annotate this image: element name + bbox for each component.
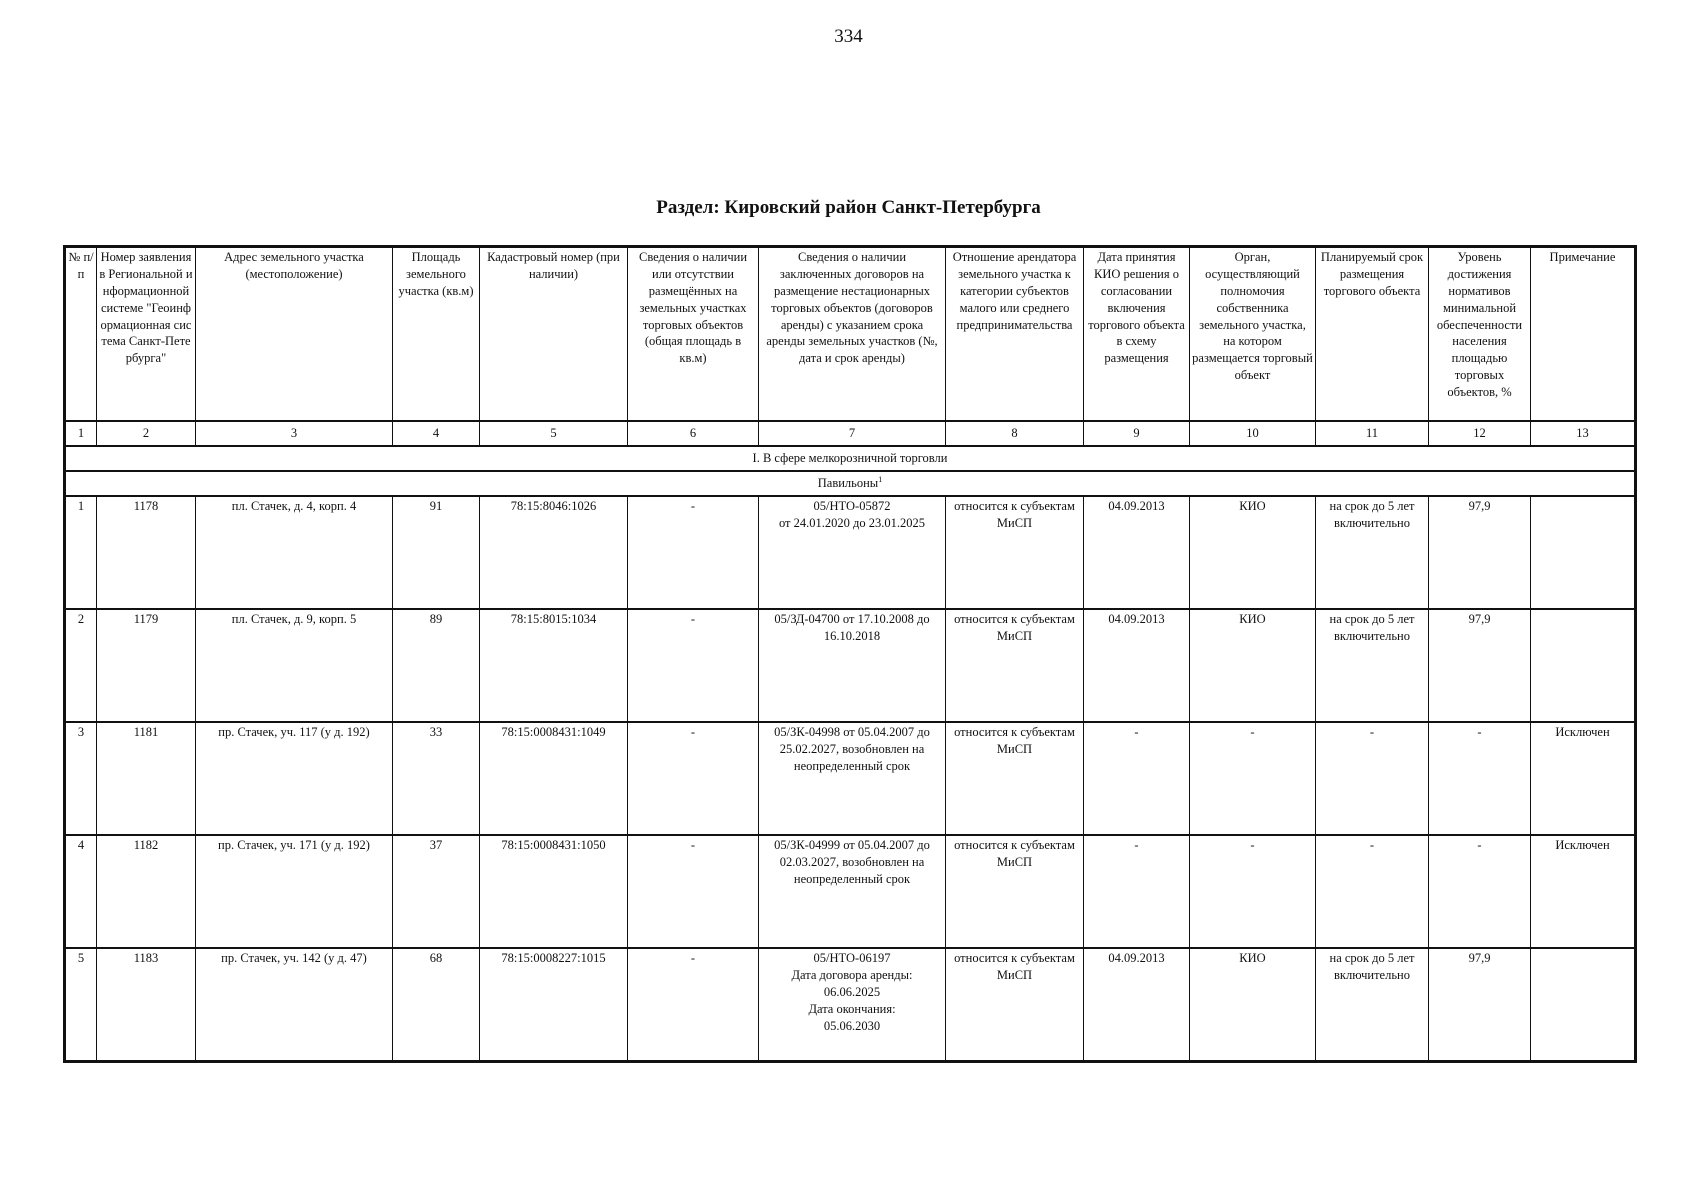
table-row — [65, 948, 1636, 1062]
group-row — [65, 471, 1636, 496]
note — [1531, 948, 1636, 1062]
sme-status: относится к субъектам МиСП — [946, 948, 1084, 1062]
header-cell: Примечание — [1531, 247, 1636, 422]
contract-info: 05/НТО-05872 от 24.01.2020 до 23.01.2025 — [759, 496, 946, 609]
header-cell: Кадастровый номер (при наличии) — [480, 247, 628, 422]
column-number: 13 — [1531, 421, 1636, 446]
row-number: 1 — [65, 496, 97, 609]
group-footnote-mark: 1 — [878, 474, 883, 484]
row-number: 2 — [65, 609, 97, 722]
cadastral-number: 78:15:0008227:1015 — [480, 948, 628, 1062]
table-row — [65, 835, 1636, 948]
decision-date: 04.09.2013 — [1084, 948, 1190, 1062]
placement-term: на срок до 5 лет включительно — [1316, 948, 1429, 1062]
application-number: 1183 — [97, 948, 196, 1062]
address: пл. Стачек, д. 4, корп. 4 — [196, 496, 393, 609]
decision-date: - — [1084, 722, 1190, 835]
contract-info: 05/ЗД-04700 от 17.10.2008 до 16.10.2018 — [759, 609, 946, 722]
subsection-title: I. В сфере мелкорозничной торговли — [65, 446, 1636, 471]
sme-status: относится к субъектам МиСП — [946, 609, 1084, 722]
group-label: Павильоны — [817, 476, 879, 491]
contract-info: 05/НТО-06197 Дата договора аренды: 06.06.2025 Дата окончания: 05.06.2030 — [759, 948, 946, 1062]
kirovsky-district-table — [63, 245, 1637, 1063]
header-cell: Номер заявления в Региональной информационной системе "Геоинформационная система Санкт-Петербурга" — [97, 247, 196, 422]
authority: - — [1190, 722, 1316, 835]
column-number: 9 — [1084, 421, 1190, 446]
application-number: 1181 — [97, 722, 196, 835]
application-number: 1178 — [97, 496, 196, 609]
decision-date: 04.09.2013 — [1084, 496, 1190, 609]
provision-level: 97,9 — [1429, 948, 1531, 1062]
subsection-row — [65, 446, 1636, 471]
provision-level: - — [1429, 835, 1531, 948]
provision-level: 97,9 — [1429, 496, 1531, 609]
column-number: 2 — [97, 421, 196, 446]
header-cell: Дата принятия КИО решения о согласовании включения торгового объекта в схему размещения — [1084, 247, 1190, 422]
header-cell: Уровень достижения нормативов минимальной обеспеченности населения площадью торговых объектов, % — [1429, 247, 1531, 422]
header-cell: Сведения о наличии или отсутствии размещённых на земельных участках торговых объектов (общая площадь в кв.м) — [628, 247, 759, 422]
land-area: 37 — [393, 835, 480, 948]
column-number-row — [65, 421, 1636, 446]
table-row — [65, 496, 1636, 609]
note: Исключен — [1531, 835, 1636, 948]
column-number: 5 — [480, 421, 628, 446]
authority: КИО — [1190, 948, 1316, 1062]
objects-info: - — [628, 496, 759, 609]
sme-status: относится к субъектам МиСП — [946, 496, 1084, 609]
header-cell: Площадь земельного участка (кв.м) — [393, 247, 480, 422]
address: пр. Стачек, уч. 142 (у д. 47) — [196, 948, 393, 1062]
row-number: 3 — [65, 722, 97, 835]
sme-status: относится к субъектам МиСП — [946, 835, 1084, 948]
column-number: 11 — [1316, 421, 1429, 446]
group-title — [65, 471, 1636, 496]
provision-level: - — [1429, 722, 1531, 835]
placement-term: на срок до 5 лет включительно — [1316, 609, 1429, 722]
column-number: 6 — [628, 421, 759, 446]
page-number: 334 — [834, 26, 863, 47]
cadastral-number: 78:15:0008431:1050 — [480, 835, 628, 948]
application-number: 1179 — [97, 609, 196, 722]
land-area: 68 — [393, 948, 480, 1062]
objects-info: - — [628, 722, 759, 835]
placement-term: на срок до 5 лет включительно — [1316, 496, 1429, 609]
authority: КИО — [1190, 496, 1316, 609]
cadastral-number: 78:15:8015:1034 — [480, 609, 628, 722]
address: пл. Стачек, д. 9, корп. 5 — [196, 609, 393, 722]
header-cell: Сведения о наличии заключенных договоров на размещение нестационарных торговых объектов (договоров аренды) с указанием срока аренды земельных участков (№, дата и срок аренды) — [759, 247, 946, 422]
column-number: 3 — [196, 421, 393, 446]
table-row — [65, 722, 1636, 835]
column-number: 8 — [946, 421, 1084, 446]
section-title: Раздел: Кировский район Санкт-Петербурга — [656, 197, 1041, 218]
note: Исключен — [1531, 722, 1636, 835]
decision-date: 04.09.2013 — [1084, 609, 1190, 722]
header-row — [65, 247, 1636, 422]
authority: КИО — [1190, 609, 1316, 722]
cadastral-number: 78:15:8046:1026 — [480, 496, 628, 609]
header-cell: Орган, осуществляющий полномочия собственника земельного участка, на котором размещается торговый объект — [1190, 247, 1316, 422]
row-number: 4 — [65, 835, 97, 948]
note — [1531, 609, 1636, 722]
address: пр. Стачек, уч. 171 (у д. 192) — [196, 835, 393, 948]
column-number: 10 — [1190, 421, 1316, 446]
column-number: 12 — [1429, 421, 1531, 446]
header-cell: Отношение арендатора земельного участка к категории субъектов малого или среднего предпринимательства — [946, 247, 1084, 422]
sme-status: относится к субъектам МиСП — [946, 722, 1084, 835]
provision-level: 97,9 — [1429, 609, 1531, 722]
header-cell: Адрес земельного участка (местоположение) — [196, 247, 393, 422]
header-cell: Планируемый срок размещения торгового объекта — [1316, 247, 1429, 422]
column-number: 4 — [393, 421, 480, 446]
land-area: 33 — [393, 722, 480, 835]
land-area: 91 — [393, 496, 480, 609]
address: пр. Стачек, уч. 117 (у д. 192) — [196, 722, 393, 835]
application-number: 1182 — [97, 835, 196, 948]
decision-date: - — [1084, 835, 1190, 948]
row-number: 5 — [65, 948, 97, 1062]
placement-term: - — [1316, 722, 1429, 835]
column-number: 1 — [65, 421, 97, 446]
objects-info: - — [628, 948, 759, 1062]
placement-term: - — [1316, 835, 1429, 948]
contract-info: 05/ЗК-04999 от 05.04.2007 до 02.03.2027, возобновлен на неопределенный срок — [759, 835, 946, 948]
objects-info: - — [628, 609, 759, 722]
header-cell: № п/п — [65, 247, 97, 422]
cadastral-number: 78:15:0008431:1049 — [480, 722, 628, 835]
note — [1531, 496, 1636, 609]
land-area: 89 — [393, 609, 480, 722]
objects-info: - — [628, 835, 759, 948]
table-row — [65, 609, 1636, 722]
authority: - — [1190, 835, 1316, 948]
contract-info: 05/ЗК-04998 от 05.04.2007 до 25.02.2027, возобновлен на неопределенный срок — [759, 722, 946, 835]
column-number: 7 — [759, 421, 946, 446]
